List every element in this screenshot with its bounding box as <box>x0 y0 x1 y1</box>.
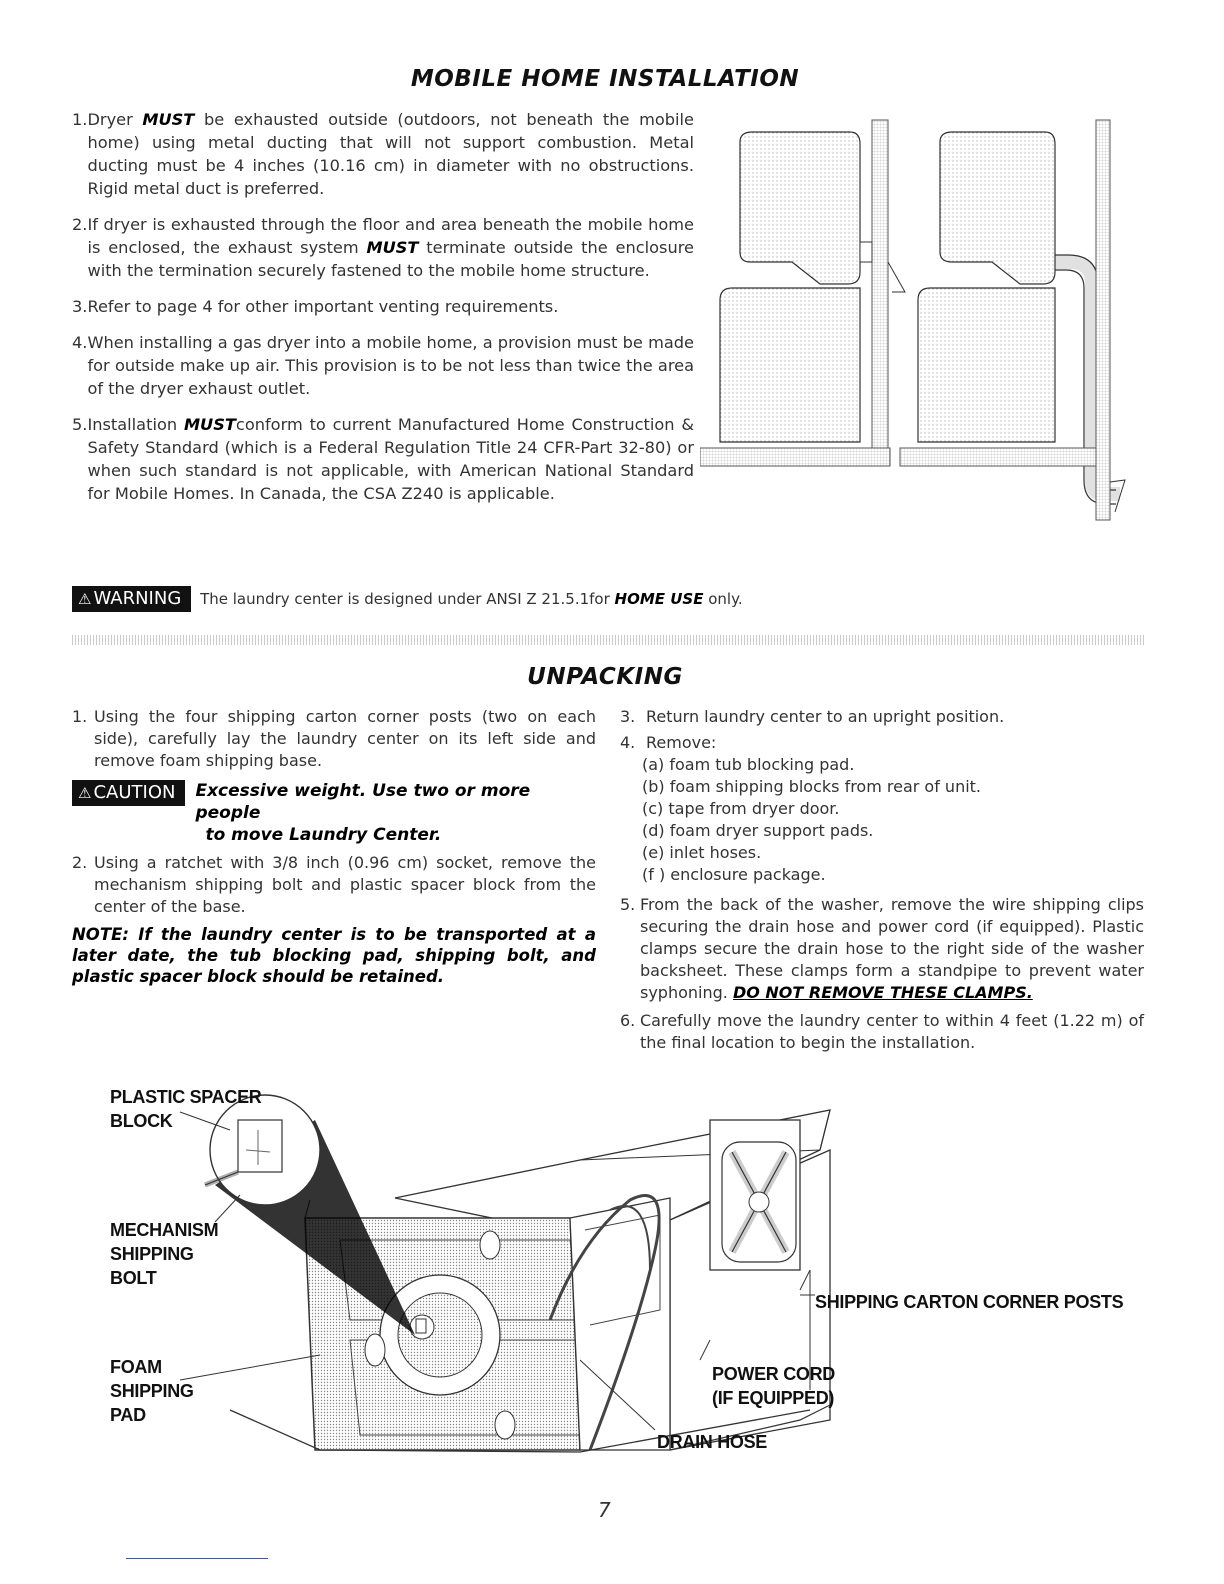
list-item <box>72 213 694 282</box>
list-item <box>72 331 694 400</box>
label-shipping-carton-corner-posts: SHIPPING CARTON CORNER POSTS <box>815 1292 1124 1312</box>
right-floor <box>900 448 1096 466</box>
list-item: 5. From the back of the washer, remove the wire shipping clips securing the drain hose and power cord (if equipped). Plastic clamps secure the drain hose to the right side of the washer backsheet. These clamps form a standpipe to prevent water syphoning. DO NOT REMOVE THESE CLAMPS. <box>620 895 1144 1002</box>
footer-rule <box>126 1558 268 1559</box>
warning-badge: ⚠ WARNING <box>72 586 191 612</box>
list-item: (e) inlet hoses. <box>642 843 762 862</box>
remove-list <box>620 754 1144 886</box>
warning-text: The laundry center is designed under ANSI Z 21.5.1for HOME USE only. <box>200 590 743 608</box>
list-item: 6. Carefully move the laundry center to within 4 feet (1.22 m) of the final location to begin the installation. <box>620 1011 1144 1052</box>
label-power-cord: POWER CORD (IF EQUIPPED) <box>712 1364 836 1408</box>
item-number: 5. <box>72 415 88 434</box>
left-wall <box>872 120 888 460</box>
caution-badge: ⚠ CAUTION <box>72 780 185 806</box>
list-item: (b) foam shipping blocks from rear of unit. <box>642 777 982 796</box>
warning-icon: ⚠ <box>78 590 92 608</box>
item-text: If dryer is exhausted through the floor and area beneath the mobile home is enclosed, the exhaust system MUST terminate outside the enclosure with the termination securely fastened to the mobile home structure. <box>87 215 694 280</box>
list-item <box>72 413 694 505</box>
list-item <box>72 295 694 318</box>
list-item: (f ) enclosure package. <box>642 865 826 884</box>
list-item: (d) foam dryer support pads. <box>642 821 874 840</box>
page-number: 7 <box>598 1498 611 1522</box>
caution-row <box>72 780 596 846</box>
list-item: 1. Using the four shipping carton corner posts (two on each side), carefully lay the laundry center on its left side and remove foam shipping base. <box>72 707 596 770</box>
label-drain-hose: DRAIN HOSE <box>657 1432 768 1452</box>
item-text: Installation MUSTconform to current Manufactured Home Construction & Safety Standard (which is a Federal Regulation Title 24 CFR-Part 32-80) or when such standard is not applicable, with American National Standard for Mobile Homes. In Canada, the CSA Z240 is applicable. <box>87 415 694 503</box>
list-item: 3. Return laundry center to an upright position. <box>620 707 1005 726</box>
item-text: From the back of the washer, remove the wire shipping clips securing the drain hose and power cord (if equipped). Plastic clamps secure the drain hose to the right side of the washer backsheet. These clamps form a standpipe to prevent water syphoning. DO NOT REMOVE THESE CLAMPS. <box>640 895 1144 1002</box>
item-number: 1. <box>72 110 88 129</box>
left-floor <box>700 448 890 466</box>
list-item: (c) tape from dryer door. <box>642 799 840 818</box>
item-number: 4. <box>72 333 88 352</box>
unpacking-right-column <box>620 706 1144 1067</box>
label-plastic-spacer-block: PLASTIC SPACER BLOCK <box>110 1087 262 1131</box>
item-number: 3. <box>72 297 88 316</box>
left-dryer <box>720 132 860 442</box>
list-item: (a) foam tub blocking pad. <box>642 755 855 774</box>
caution-icon: ⚠ <box>78 784 92 802</box>
list-item: 2. Using a ratchet with 3/8 inch (0.96 cm) socket, remove the mechanism shipping bolt and plastic spacer block from the center of the base. <box>72 853 596 916</box>
right-wall <box>1096 120 1110 520</box>
unpacking-title: UNPACKING <box>527 664 683 690</box>
list-item: 4. Remove: <box>620 733 717 752</box>
label-foam-shipping-pad: FOAM SHIPPING PAD <box>110 1357 194 1425</box>
note-text: NOTE: If the laundry center is to be transported at a later date, the tub blocking pad, shipping bolt, and plastic spacer block should be retained. <box>72 925 596 986</box>
item-number: 2. <box>72 215 88 234</box>
warning-row <box>72 586 792 612</box>
mobile-home-vent-illustration <box>700 112 1140 524</box>
item-text: When installing a gas dryer into a mobile home, a provision must be made for outside make up air. This provision is to be not less than twice the area of the dryer exhaust outlet. <box>87 333 694 398</box>
item-text: Dryer MUST be exhausted outside (outdoors, not beneath the mobile home) using metal ducting that will not support combustion. Metal ducting must be 4 inches (10.16 cm) in diameter with no obstructions. Rigid metal duct is preferred. <box>87 110 694 198</box>
item-text: Refer to page 4 for other important venting requirements. <box>87 297 559 316</box>
label-mechanism-shipping-bolt: MECHANISM SHIPPING BOLT <box>110 1220 219 1288</box>
caution-text: Excessive weight. Use two or more people to move Laundry Center. <box>195 781 531 845</box>
mobile-home-list <box>72 108 694 518</box>
mobile-home-title: MOBILE HOME INSTALLATION <box>410 66 800 92</box>
unpacking-left-column <box>72 706 596 987</box>
section-divider <box>72 635 1144 645</box>
right-dryer <box>918 132 1055 442</box>
list-item <box>72 108 694 200</box>
